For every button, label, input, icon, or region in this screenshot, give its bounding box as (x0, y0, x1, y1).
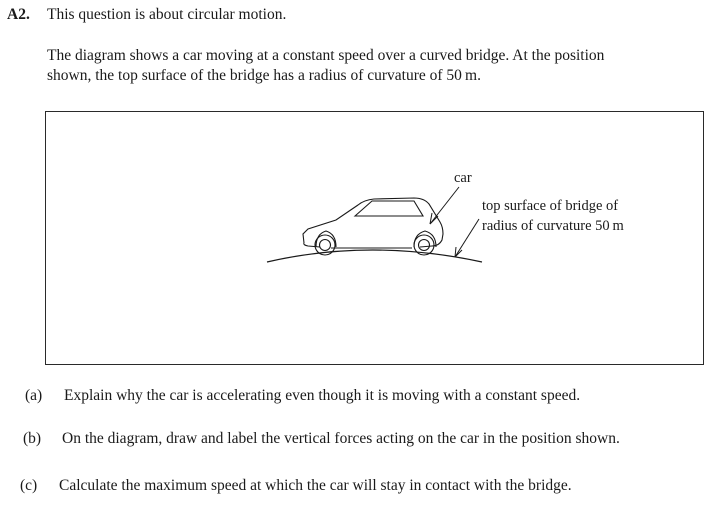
car-label: car (454, 170, 472, 186)
diagram-box[interactable] (45, 111, 704, 365)
car-illustration (303, 198, 443, 255)
car-window (355, 201, 423, 216)
part-b-label: (b) (23, 430, 42, 447)
front-wheel-inner (419, 240, 430, 251)
bridge-surface (267, 250, 482, 262)
part-c-label: (c) (20, 477, 38, 494)
front-wheel-outer (414, 235, 434, 255)
bridge-label-line-2: radius of curvature 50 m (482, 218, 624, 234)
car-body-outline (303, 198, 443, 248)
intro-line-1: The diagram shows a car moving at a constant speed over a curved bridge. At the position (47, 47, 605, 64)
bridge-label-line-1: top surface of bridge of (482, 198, 619, 214)
wheel-arch-front (414, 231, 436, 247)
part-a-label: (a) (25, 387, 43, 404)
bridge-pointer-line (455, 219, 479, 257)
question-title: This question is about circular motion. (47, 6, 287, 23)
rear-wheel-inner (320, 240, 331, 251)
car-bridge-diagram (46, 112, 705, 366)
question-intro (47, 46, 604, 86)
part-c-text: Calculate the maximum speed at which the car will stay in contact with the bridge. (59, 477, 572, 494)
question-number: A2. (7, 6, 30, 23)
intro-line-2: shown, the top surface of the bridge has a radius of curvature of 50 m. (47, 67, 481, 84)
part-b-text: On the diagram, draw and label the vertical forces acting on the car in the position shown. (62, 430, 620, 447)
part-a-text: Explain why the car is accelerating even though it is moving with a constant speed. (64, 387, 581, 404)
car-pointer-line (430, 187, 459, 224)
